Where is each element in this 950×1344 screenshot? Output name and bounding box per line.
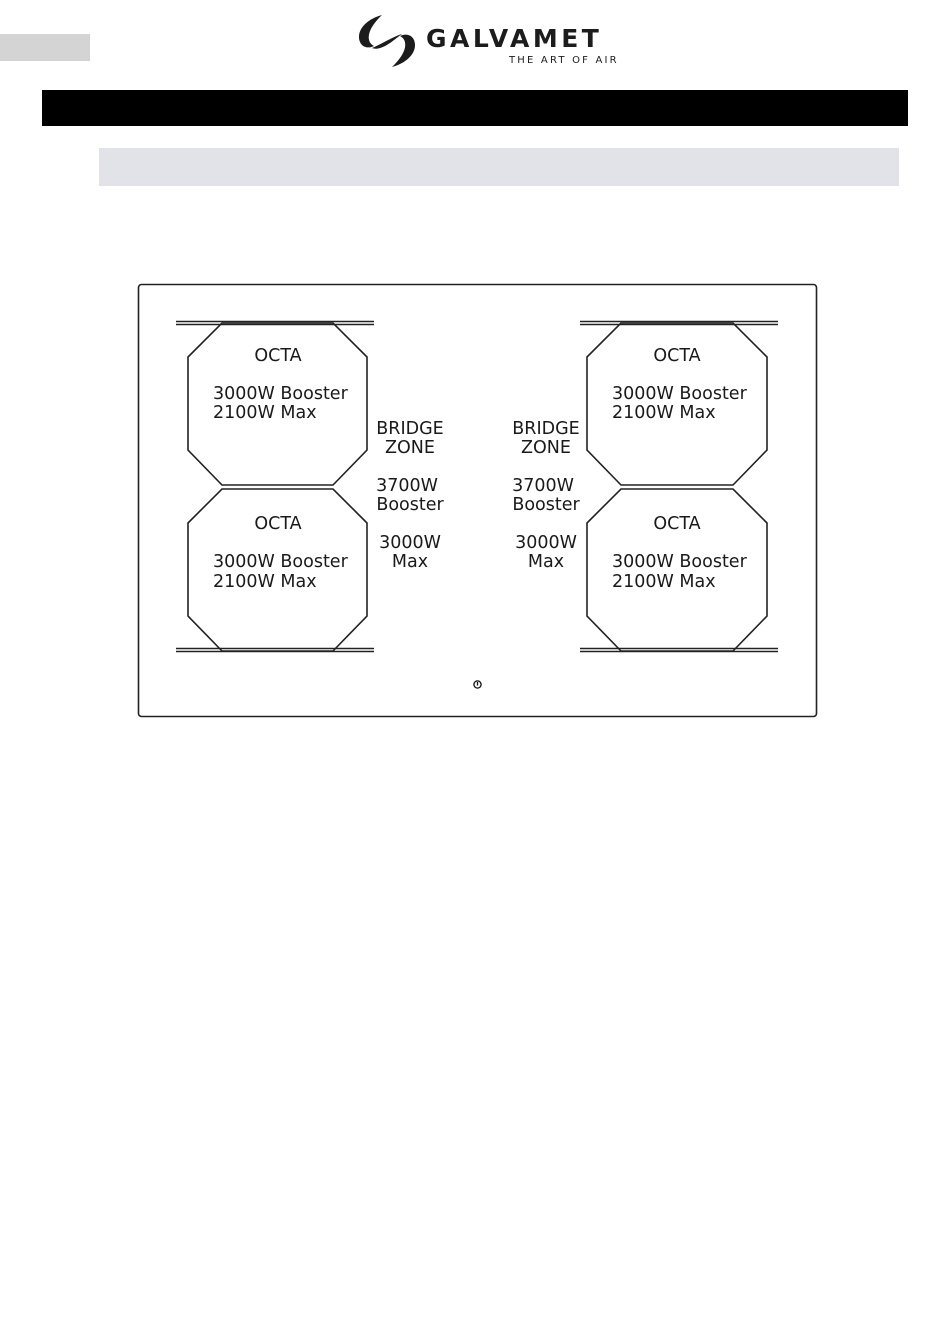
bridge-max-power: 3000W — [515, 533, 577, 553]
zone-booster-power: 3000W Booster — [612, 552, 747, 572]
bridge-zone-label: ZONE — [521, 438, 571, 458]
bridge-booster-power: 3700W — [512, 476, 574, 496]
brand-name: GALVAMET — [426, 24, 603, 53]
bridge-zone-label: BRIDGE — [512, 419, 580, 439]
bridge-max-label: Max — [391, 552, 429, 572]
zone-max-power: 2100W Max — [612, 572, 716, 592]
brand-tagline: THE ART OF AIR — [509, 55, 619, 66]
zone-name: OCTA — [653, 514, 701, 534]
bridge-zone-label: ZONE — [385, 438, 435, 458]
bridge-max-label: Max — [527, 552, 565, 572]
power-icon — [474, 681, 481, 688]
zone-max-power: 2100W Max — [213, 572, 317, 592]
zone-booster-power: 3000W Booster — [612, 384, 747, 404]
left-zone-bars — [176, 322, 374, 652]
zone-max-power: 2100W Max — [213, 403, 317, 423]
zone-booster-power: 3000W Booster — [213, 552, 348, 572]
zone-name: OCTA — [254, 346, 302, 366]
bridge-booster-power: 3700W — [376, 476, 438, 496]
zone-name: OCTA — [254, 514, 302, 534]
zone-booster-power: 3000W Booster — [213, 384, 348, 404]
zone-max-power: 2100W Max — [612, 403, 716, 423]
bridge-booster-label: Booster — [376, 495, 444, 515]
bridge-booster-label: Booster — [512, 495, 580, 515]
bridge-zone-label: BRIDGE — [376, 419, 444, 439]
zone-name: OCTA — [653, 346, 701, 366]
bridge-max-power: 3000W — [379, 533, 441, 553]
right-zone-bars — [580, 322, 778, 652]
